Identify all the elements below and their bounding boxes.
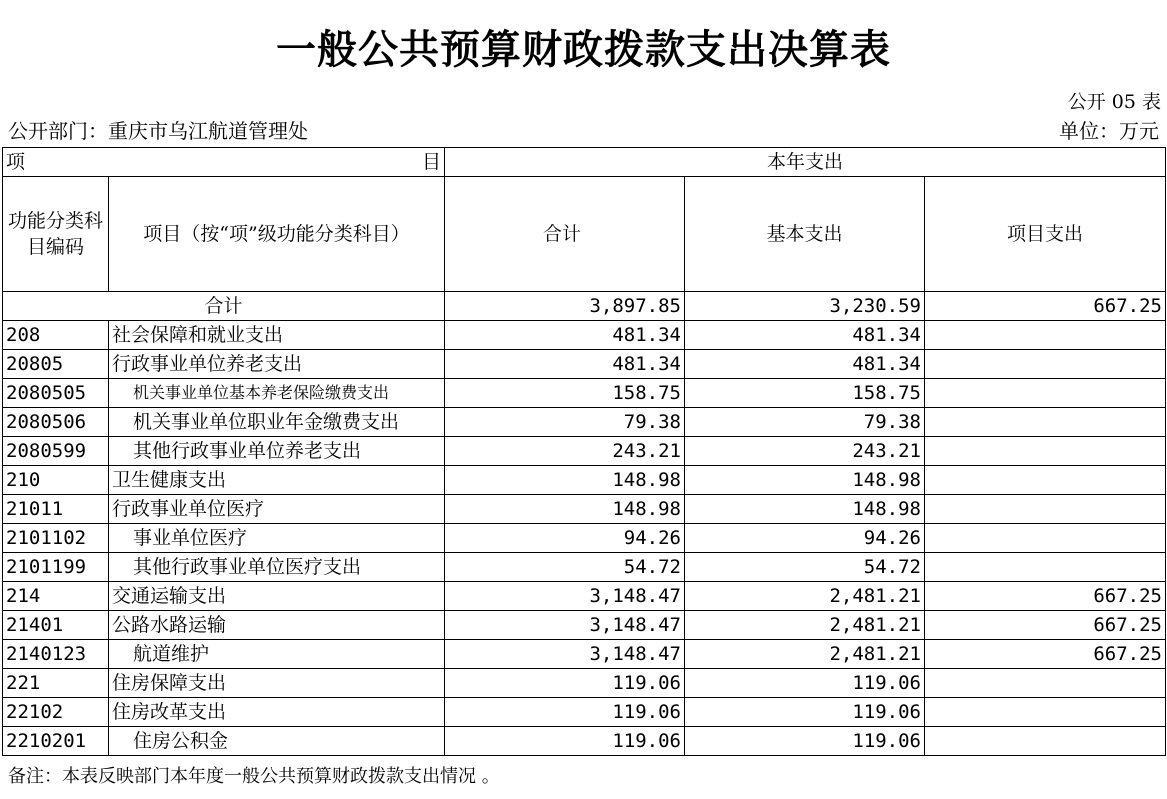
row-name: 机关事业单位职业年金缴费支出 xyxy=(109,408,445,437)
row-total: 54.72 xyxy=(445,553,685,582)
item-header-right: 目 xyxy=(421,151,441,173)
row-basic: 481.34 xyxy=(685,321,925,350)
row-basic: 94.26 xyxy=(685,524,925,553)
row-name: 住房保障支出 xyxy=(109,669,445,698)
row-total: 148.98 xyxy=(445,466,685,495)
total-row-project: 667.25 xyxy=(925,292,1166,321)
row-total: 3,148.47 xyxy=(445,611,685,640)
row-code: 210 xyxy=(3,466,109,495)
table-row xyxy=(3,582,1166,611)
row-code: 2080505 xyxy=(3,379,109,408)
row-basic: 158.75 xyxy=(685,379,925,408)
row-project xyxy=(925,727,1166,756)
row-project xyxy=(925,408,1166,437)
row-name: 交通运输支出 xyxy=(109,582,445,611)
row-total: 79.38 xyxy=(445,408,685,437)
table-row xyxy=(3,698,1166,727)
row-total: 119.06 xyxy=(445,727,685,756)
row-total: 119.06 xyxy=(445,669,685,698)
row-project: 667.25 xyxy=(925,640,1166,669)
row-name: 住房公积金 xyxy=(109,727,445,756)
table-row xyxy=(3,553,1166,582)
row-basic: 119.06 xyxy=(685,727,925,756)
project-column-header: 项目支出 xyxy=(925,177,1166,292)
row-name: 行政事业单位医疗 xyxy=(109,495,445,524)
table-row xyxy=(3,611,1166,640)
row-basic: 2,481.21 xyxy=(685,582,925,611)
row-basic: 79.38 xyxy=(685,408,925,437)
row-project xyxy=(925,321,1166,350)
basic-column-header: 基本支出 xyxy=(685,177,925,292)
table-row xyxy=(3,669,1166,698)
row-name: 机关事业单位基本养老保险缴费支出 xyxy=(109,379,445,408)
row-code: 208 xyxy=(3,321,109,350)
row-name: 航道维护 xyxy=(109,640,445,669)
row-code: 21401 xyxy=(3,611,109,640)
total-row-basic: 3,230.59 xyxy=(685,292,925,321)
row-basic: 148.98 xyxy=(685,466,925,495)
table-row xyxy=(3,437,1166,466)
row-name: 行政事业单位养老支出 xyxy=(109,350,445,379)
row-code: 22102 xyxy=(3,698,109,727)
row-basic: 119.06 xyxy=(685,698,925,727)
row-code: 2101102 xyxy=(3,524,109,553)
row-project xyxy=(925,669,1166,698)
row-code: 2101199 xyxy=(3,553,109,582)
row-code: 221 xyxy=(3,669,109,698)
row-project xyxy=(925,495,1166,524)
total-row-total: 3,897.85 xyxy=(445,292,685,321)
table-row xyxy=(3,379,1166,408)
department-label: 公开部门：重庆市乌江航道管理处 xyxy=(8,119,308,143)
row-code: 2140123 xyxy=(3,640,109,669)
row-project xyxy=(925,437,1166,466)
row-code: 214 xyxy=(3,582,109,611)
row-basic: 119.06 xyxy=(685,669,925,698)
header-row-2 xyxy=(3,177,1166,292)
row-name: 住房改革支出 xyxy=(109,698,445,727)
row-basic: 2,481.21 xyxy=(685,611,925,640)
row-total: 3,148.47 xyxy=(445,640,685,669)
year-expense-header: 本年支出 xyxy=(445,148,1166,177)
item-header xyxy=(3,148,445,177)
row-basic: 54.72 xyxy=(685,553,925,582)
table-row xyxy=(3,408,1166,437)
row-name: 社会保障和就业支出 xyxy=(109,321,445,350)
row-basic: 148.98 xyxy=(685,495,925,524)
total-column-header: 合计 xyxy=(445,177,685,292)
table-row xyxy=(3,640,1166,669)
table-row xyxy=(3,495,1166,524)
expense-table xyxy=(2,147,1166,756)
table-row xyxy=(3,321,1166,350)
table-row xyxy=(3,466,1166,495)
row-code: 2080506 xyxy=(3,408,109,437)
row-project: 667.25 xyxy=(925,582,1166,611)
total-row-label: 合计 xyxy=(3,292,445,321)
row-basic: 481.34 xyxy=(685,350,925,379)
footnote: 备注：本表反映部门本年度一般公共预算财政拨款支出情况 。 xyxy=(8,766,500,787)
total-row xyxy=(3,292,1166,321)
row-total: 481.34 xyxy=(445,321,685,350)
row-total: 481.34 xyxy=(445,350,685,379)
name-column-header: 项目（按“项”级功能分类科目） xyxy=(109,177,445,292)
row-total: 3,148.47 xyxy=(445,582,685,611)
row-code: 2210201 xyxy=(3,727,109,756)
table-row xyxy=(3,350,1166,379)
row-total: 94.26 xyxy=(445,524,685,553)
row-total: 119.06 xyxy=(445,698,685,727)
code-column-header: 功能分类科目编码 xyxy=(3,177,109,292)
row-name: 事业单位医疗 xyxy=(109,524,445,553)
table-row xyxy=(3,727,1166,756)
row-project xyxy=(925,466,1166,495)
row-total: 148.98 xyxy=(445,495,685,524)
row-total: 243.21 xyxy=(445,437,685,466)
row-code: 20805 xyxy=(3,350,109,379)
row-code: 21011 xyxy=(3,495,109,524)
unit-label: 单位：万元 xyxy=(1059,119,1159,143)
row-project xyxy=(925,524,1166,553)
row-basic: 2,481.21 xyxy=(685,640,925,669)
item-header-left: 项 xyxy=(6,151,26,173)
table-number: 公开 05 表 xyxy=(1067,91,1161,113)
row-project xyxy=(925,350,1166,379)
row-code: 2080599 xyxy=(3,437,109,466)
header-row-1 xyxy=(3,148,1166,177)
row-name: 卫生健康支出 xyxy=(109,466,445,495)
row-name: 其他行政事业单位医疗支出 xyxy=(109,553,445,582)
row-name: 公路水路运输 xyxy=(109,611,445,640)
page-title: 一般公共预算财政拨款支出决算表 xyxy=(276,27,891,73)
row-project xyxy=(925,698,1166,727)
row-project xyxy=(925,379,1166,408)
row-total: 158.75 xyxy=(445,379,685,408)
row-basic: 243.21 xyxy=(685,437,925,466)
table-row xyxy=(3,524,1166,553)
row-name: 其他行政事业单位养老支出 xyxy=(109,437,445,466)
row-project: 667.25 xyxy=(925,611,1166,640)
row-project xyxy=(925,553,1166,582)
